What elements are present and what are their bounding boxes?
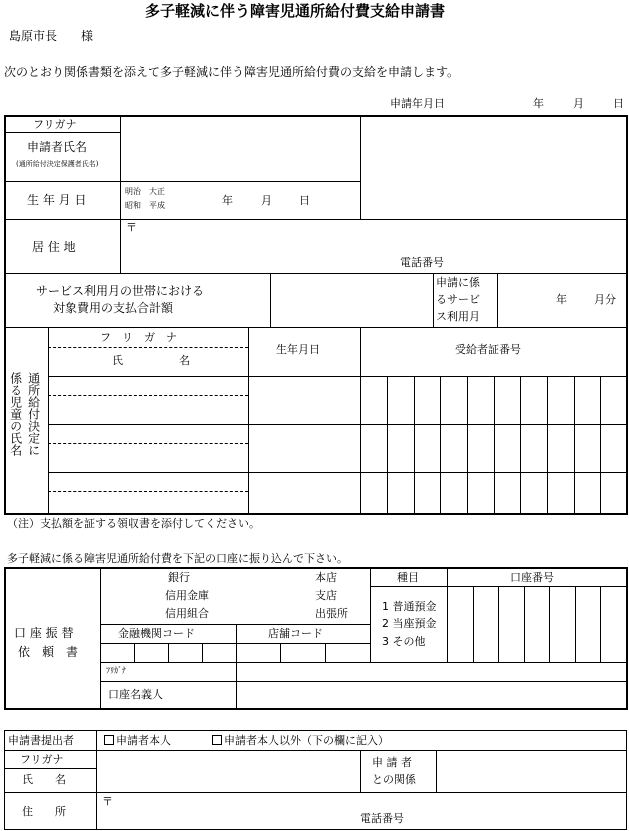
addressee: 島原市長 様 (9, 29, 94, 43)
bank-type-shinkumi: 信用組合 (165, 607, 209, 620)
service-month-unit: 月分 (594, 293, 616, 306)
application-date-month: 月 (573, 97, 584, 110)
note-text: （注）支払額を証する領収書を添付してください。 (7, 517, 260, 530)
bank-type-bank: 銀行 (168, 571, 190, 584)
submitter-option-self-label: 申請者本人 (116, 734, 171, 747)
bank-type-shinkin: 信用金庫 (165, 589, 209, 602)
account-type-2: 2 当座預金 (382, 617, 437, 630)
branch-type-sub: 出張所 (315, 607, 348, 620)
service-month-label-2: るサービ (436, 293, 480, 306)
application-date-day: 日 (613, 97, 624, 110)
branch-type-main: 本店 (315, 571, 337, 584)
postal-mark: 〒 (126, 221, 137, 234)
page-title: 多子軽減に伴う障害児通所給付費支給申請書 (145, 2, 446, 20)
relation-label-2: との関係 (372, 773, 416, 786)
submitter-label: 申請書提出者 (8, 734, 74, 747)
children-side-label-2: 係る児童の氏名 (8, 372, 23, 456)
account-holder-label: 口座名義人 (108, 688, 163, 701)
intro-text: 次のとおり関係書類を添えて多子軽減に伴う障害児通所給付費の支給を申請します。 (4, 65, 460, 79)
bank-intro-text: 多子軽減に係る障害児通所給付費を下記の口座に振り込んで下さい。 (7, 552, 348, 565)
checkbox-self[interactable] (104, 735, 114, 745)
applicant-furigana-label: フリガナ (33, 118, 77, 131)
birth-date-label: 生 年 月 日 (27, 193, 87, 207)
relation-label-1: 申 請 者 (372, 756, 412, 769)
submitter-postal-mark: 〒 (102, 795, 113, 808)
application-date-year: 年 (533, 97, 544, 110)
birth-year-unit: 年 (222, 194, 233, 207)
checkbox-other[interactable] (212, 735, 222, 745)
children-furigana-header: フ リ ガ ナ (100, 331, 177, 344)
children-side-label-1: 通所給付決定に (26, 372, 41, 456)
birth-month-unit: 月 (261, 194, 272, 207)
children-name-header-1: 氏 (112, 354, 123, 367)
era-line-2: 昭和 平成 (125, 201, 165, 210)
cost-label-line-2: 対象費用の支払合計額 (53, 301, 174, 315)
bank-code-label: 金融機関コード (118, 627, 195, 640)
account-type-header: 種目 (397, 571, 419, 584)
submitter-name-label: 氏 名 (22, 773, 66, 786)
bank-side-label-1: 口 座 振 替 (14, 626, 74, 640)
birth-day-unit: 日 (299, 194, 310, 207)
account-type-1: 1 普通預金 (382, 600, 437, 613)
submitter-address-label: 住 所 (22, 805, 66, 818)
applicant-name-label: 申請者氏名 (27, 140, 88, 154)
account-type-3: 3 その他 (382, 635, 426, 648)
era-line-1: 明治 大正 (125, 187, 165, 196)
submitter-option-other[interactable] (212, 735, 389, 746)
recipient-number-header: 受給者証番号 (455, 343, 521, 356)
cost-label-line-1: サービス利用月の世帯における (36, 284, 205, 298)
submitter-furigana-label: フリガナ (20, 753, 64, 766)
application-date-label: 申請年月日 (390, 97, 445, 110)
account-number-header: 口座番号 (510, 571, 554, 584)
submitter-option-self[interactable] (104, 735, 171, 746)
applicant-name-note: (通所給付決定保護者氏名) (16, 160, 99, 168)
children-name-header-2: 名 (179, 354, 190, 367)
submitter-option-other-label: 申請者本人以外（下の欄に記入） (224, 734, 389, 747)
address-label: 居 住 地 (32, 240, 76, 254)
service-year-unit: 年 (556, 293, 567, 306)
branch-code-label: 店舗コード (268, 627, 323, 640)
branch-type-branch: 支店 (315, 589, 337, 602)
submitter-phone-label: 電話番号 (360, 812, 404, 825)
service-month-label-1: 申請に係 (436, 276, 480, 289)
phone-label: 電話番号 (400, 256, 444, 269)
bank-side-label-2: 依 頼 書 (18, 645, 79, 659)
holder-furigana-label: ﾌﾘｶﾞﾅ (106, 666, 126, 675)
children-birth-header: 生年月日 (276, 343, 320, 356)
service-month-label-3: ス利用月 (436, 310, 480, 323)
